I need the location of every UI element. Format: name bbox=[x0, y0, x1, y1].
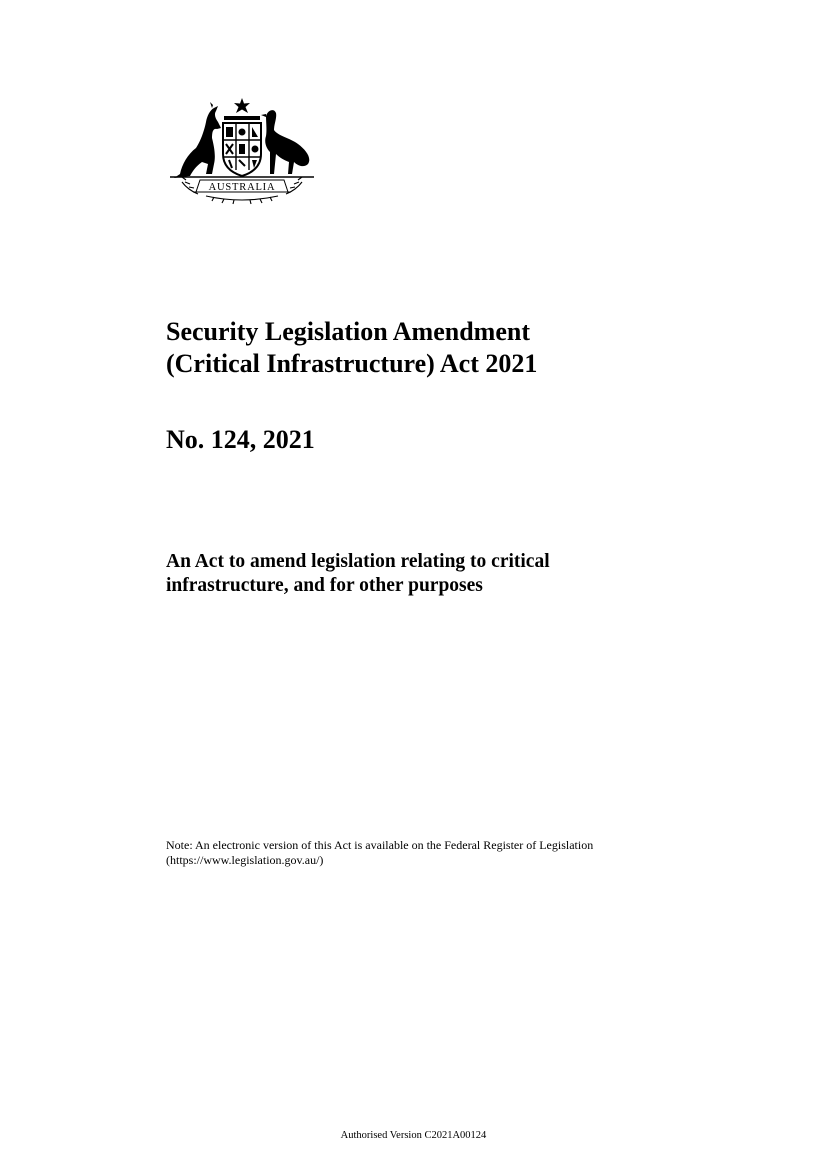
authorised-version-footer: Authorised Version C2021A00124 bbox=[340, 1130, 487, 1141]
note-line-1: Note: An electronic version of this Act is available on the Federal Register of Legislation bbox=[166, 838, 594, 852]
act-number: No. 124, 2021 bbox=[166, 425, 315, 454]
act-title-line-2: (Critical Infrastructure) Act 2021 bbox=[166, 349, 538, 378]
electronic-version-note bbox=[166, 838, 786, 868]
act-title bbox=[166, 316, 786, 380]
long-title bbox=[166, 550, 786, 598]
long-title-line-2: infrastructure, and for other purposes bbox=[166, 575, 483, 596]
act-title-line-1: Security Legislation Amendment bbox=[166, 317, 530, 346]
coat-of-arms-icon bbox=[166, 96, 316, 206]
note-line-2: (https://www.legislation.gov.au/) bbox=[166, 853, 324, 867]
long-title-line-1: An Act to amend legislation relating to critical bbox=[166, 551, 550, 572]
crest-banner-text: AUSTRALIA bbox=[208, 182, 276, 193]
